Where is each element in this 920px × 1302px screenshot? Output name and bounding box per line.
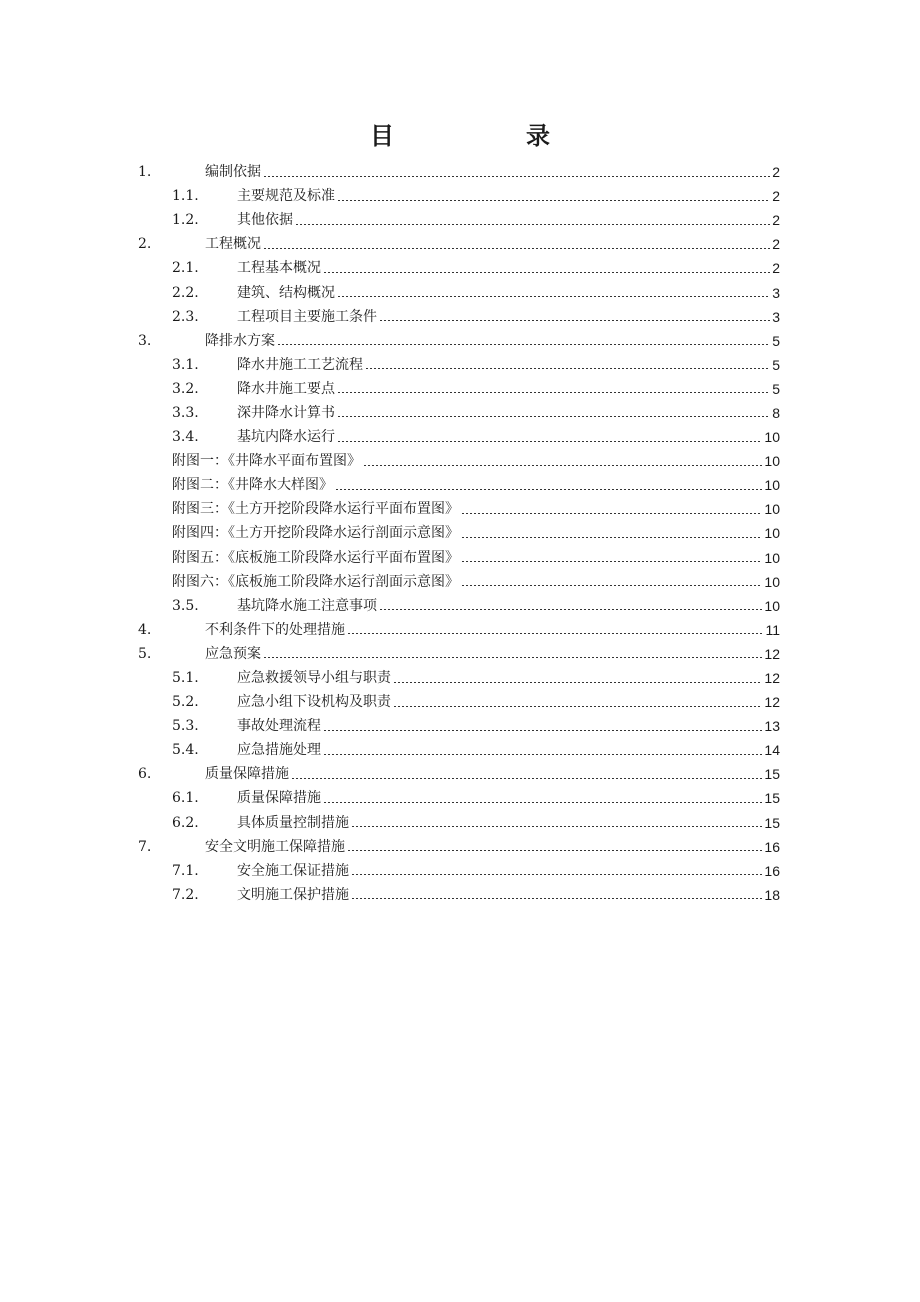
toc-entry-title: 安全施工保证措施 — [237, 862, 349, 879]
toc-entry-page-number: 13 — [764, 718, 780, 735]
dot-leader — [393, 706, 762, 707]
toc-entry-number: 2.1. — [172, 260, 199, 277]
toc-entry-title: 应急小组下设机构及职责 — [237, 694, 391, 711]
toc-entry-number: 1.1. — [172, 188, 199, 205]
dot-leader — [351, 826, 762, 827]
toc-entry[interactable] — [138, 666, 780, 690]
toc-entry-number: 5.3. — [172, 718, 199, 735]
toc-entry[interactable] — [138, 618, 780, 642]
toc-entry-number: 7.1. — [172, 862, 199, 879]
dot-leader — [347, 633, 763, 634]
toc-entry-title: 附图五：《底板施工阶段降水运行平面布置图》 — [172, 549, 459, 566]
dot-leader — [337, 441, 762, 442]
dot-leader — [295, 224, 770, 225]
toc-entry-title: 附图六：《底板施工阶段降水运行剖面示意图》 — [172, 573, 459, 590]
dot-leader — [337, 200, 770, 201]
toc-entry-number: 6.1. — [172, 790, 199, 807]
toc-entry[interactable] — [138, 184, 780, 208]
toc-entry-title: 降水井施工要点 — [237, 380, 335, 397]
dot-leader — [461, 561, 762, 562]
toc-entry-title: 附图二：《井降水大样图》 — [172, 477, 333, 494]
toc-entry[interactable] — [138, 738, 780, 762]
toc-entry[interactable] — [138, 594, 780, 618]
toc-entry-title: 工程概况 — [205, 236, 261, 253]
toc-entry-title: 文明施工保护措施 — [237, 886, 349, 903]
toc-entry-title: 附图一：《井降水平面布置图》 — [172, 453, 361, 470]
toc-entry-number: 5.2. — [172, 694, 199, 711]
dot-leader — [323, 754, 762, 755]
dot-leader — [335, 489, 762, 490]
toc-entry[interactable] — [138, 714, 780, 738]
toc-entry-page-number: 10 — [764, 453, 780, 470]
toc-entry[interactable] — [138, 377, 780, 401]
toc-entry-number: 1. — [138, 164, 152, 181]
toc-entry-number: 3.1. — [172, 356, 199, 373]
toc-entry-page-number: 10 — [764, 525, 780, 542]
toc-entry-page-number: 11 — [765, 621, 780, 638]
toc-entry[interactable] — [138, 570, 780, 594]
toc-entry[interactable] — [138, 329, 780, 353]
toc-entry-page-number: 2 — [772, 260, 780, 277]
toc-entry-page-number: 18 — [764, 886, 780, 903]
toc-entry-title: 降水井施工工艺流程 — [237, 356, 363, 373]
toc-entry[interactable] — [138, 762, 780, 786]
toc-entry-title: 降排水方案 — [205, 332, 275, 349]
toc-entry[interactable] — [138, 256, 780, 280]
toc-entry[interactable] — [138, 305, 780, 329]
dot-leader — [337, 416, 770, 417]
toc-entry-number: 7.2. — [172, 886, 199, 903]
page-title: 目 录 — [370, 121, 604, 150]
toc-entry-title: 质量保障措施 — [205, 766, 289, 783]
dot-leader — [337, 296, 770, 297]
toc-entry-page-number: 3 — [772, 308, 780, 325]
toc-entry-number: 5. — [138, 645, 152, 662]
toc-entry-page-number: 16 — [764, 862, 780, 879]
toc-entry-number: 4. — [138, 621, 152, 638]
toc-entry-page-number: 10 — [764, 429, 780, 446]
dot-leader — [263, 176, 770, 177]
toc-entry-page-number: 12 — [764, 694, 780, 711]
toc-entry-title: 附图三：《土方开挖阶段降水运行平面布置图》 — [172, 501, 459, 518]
dot-leader — [323, 802, 762, 803]
toc-entry-page-number: 2 — [772, 236, 780, 253]
toc-entry-page-number: 16 — [764, 838, 780, 855]
toc-entry[interactable] — [138, 160, 780, 184]
dot-leader — [461, 513, 762, 514]
dot-leader — [323, 730, 762, 731]
dot-leader — [351, 874, 762, 875]
toc-entry-number: 3.2. — [172, 380, 199, 397]
toc-entry-title: 具体质量控制措施 — [237, 814, 349, 831]
dot-leader — [291, 778, 762, 779]
toc-entry[interactable] — [138, 401, 780, 425]
toc-entry-number: 3.5. — [172, 597, 199, 614]
toc-entry[interactable] — [138, 232, 780, 256]
toc-entry-page-number: 2 — [772, 188, 780, 205]
toc-entry[interactable] — [138, 642, 780, 666]
toc-entry-title: 应急救援领导小组与职责 — [237, 670, 391, 687]
toc-entry-page-number: 12 — [764, 645, 780, 662]
dot-leader — [461, 585, 762, 586]
toc-entry[interactable] — [138, 883, 780, 907]
toc-entry[interactable] — [138, 208, 780, 232]
toc-entry-number: 6.2. — [172, 814, 199, 831]
toc-entry-number: 2.3. — [172, 308, 199, 325]
toc-entry[interactable] — [138, 497, 780, 521]
toc-entry-number: 6. — [138, 766, 152, 783]
toc-entry-page-number: 2 — [772, 212, 780, 229]
toc-entry-title: 附图四：《土方开挖阶段降水运行剖面示意图》 — [172, 525, 459, 542]
toc-entry-page-number: 10 — [764, 501, 780, 518]
toc-entry[interactable] — [138, 449, 780, 473]
toc-entry-title: 安全文明施工保障措施 — [205, 838, 345, 855]
toc-entry-page-number: 8 — [772, 404, 780, 421]
toc-entry[interactable] — [138, 859, 780, 883]
toc-entry-number: 2.2. — [172, 284, 199, 301]
toc-entry-page-number: 5 — [772, 332, 780, 349]
toc-entry[interactable] — [138, 546, 780, 570]
toc-entry-title: 基坑降水施工注意事项 — [237, 597, 377, 614]
toc-entry-number: 1.2. — [172, 212, 199, 229]
toc-entry-page-number: 15 — [764, 790, 780, 807]
dot-leader — [263, 657, 762, 658]
toc-entry-title: 基坑内降水运行 — [237, 429, 335, 446]
toc-entry-page-number: 12 — [764, 670, 780, 687]
toc-entry-title: 应急措施处理 — [237, 742, 321, 759]
toc-entry[interactable] — [138, 811, 780, 835]
toc-entry-title: 主要规范及标准 — [237, 188, 335, 205]
dot-leader — [393, 682, 762, 683]
toc-entry-number: 5.1. — [172, 670, 199, 687]
dot-leader — [347, 850, 762, 851]
toc-entry-title: 不利条件下的处理措施 — [205, 621, 345, 638]
toc-entry[interactable] — [138, 835, 780, 859]
toc-entry-title: 应急预案 — [205, 645, 261, 662]
toc-entry-title: 质量保障措施 — [237, 790, 321, 807]
toc-entry-number: 3.3. — [172, 404, 199, 421]
toc-entry-title: 其他依据 — [237, 212, 293, 229]
toc-entry-page-number: 10 — [764, 549, 780, 566]
dot-leader — [363, 465, 762, 466]
toc-entry[interactable] — [138, 521, 780, 545]
toc-entry-title: 工程基本概况 — [237, 260, 321, 277]
toc-entry-number: 5.4. — [172, 742, 199, 759]
toc-entry-title: 深井降水计算书 — [237, 404, 335, 421]
toc-entry-page-number: 10 — [764, 573, 780, 590]
toc-entry-page-number: 14 — [764, 742, 780, 759]
dot-leader — [263, 248, 770, 249]
toc-entry[interactable] — [138, 353, 780, 377]
toc-entry[interactable] — [138, 690, 780, 714]
toc-entry[interactable] — [138, 280, 780, 304]
toc-entry-page-number: 5 — [772, 380, 780, 397]
toc-entry-title: 事故处理流程 — [237, 718, 321, 735]
toc-entry-number: 3. — [138, 332, 152, 349]
table-of-contents — [138, 160, 780, 907]
dot-leader — [379, 609, 762, 610]
toc-entry-page-number: 10 — [764, 477, 780, 494]
dot-leader — [277, 344, 770, 345]
toc-entry-number: 7. — [138, 838, 152, 855]
toc-entry-title: 编制依据 — [205, 164, 261, 181]
toc-entry[interactable] — [138, 473, 780, 497]
toc-entry-number: 2. — [138, 236, 152, 253]
dot-leader — [461, 537, 762, 538]
dot-leader — [351, 898, 762, 899]
toc-entry-title: 建筑、结构概况 — [237, 284, 335, 301]
toc-entry-page-number: 10 — [764, 597, 780, 614]
dot-leader — [365, 368, 770, 369]
dot-leader — [379, 320, 770, 321]
toc-entry-page-number: 2 — [772, 164, 780, 181]
toc-entry-page-number: 15 — [764, 814, 780, 831]
toc-entry-title: 工程项目主要施工条件 — [237, 308, 377, 325]
dot-leader — [323, 272, 770, 273]
toc-entry-number: 3.4. — [172, 429, 199, 446]
toc-entry-page-number: 3 — [772, 284, 780, 301]
toc-entry-page-number: 15 — [764, 766, 780, 783]
toc-entry[interactable] — [138, 786, 780, 810]
dot-leader — [337, 392, 770, 393]
toc-entry-page-number: 5 — [772, 356, 780, 373]
toc-entry[interactable] — [138, 425, 780, 449]
